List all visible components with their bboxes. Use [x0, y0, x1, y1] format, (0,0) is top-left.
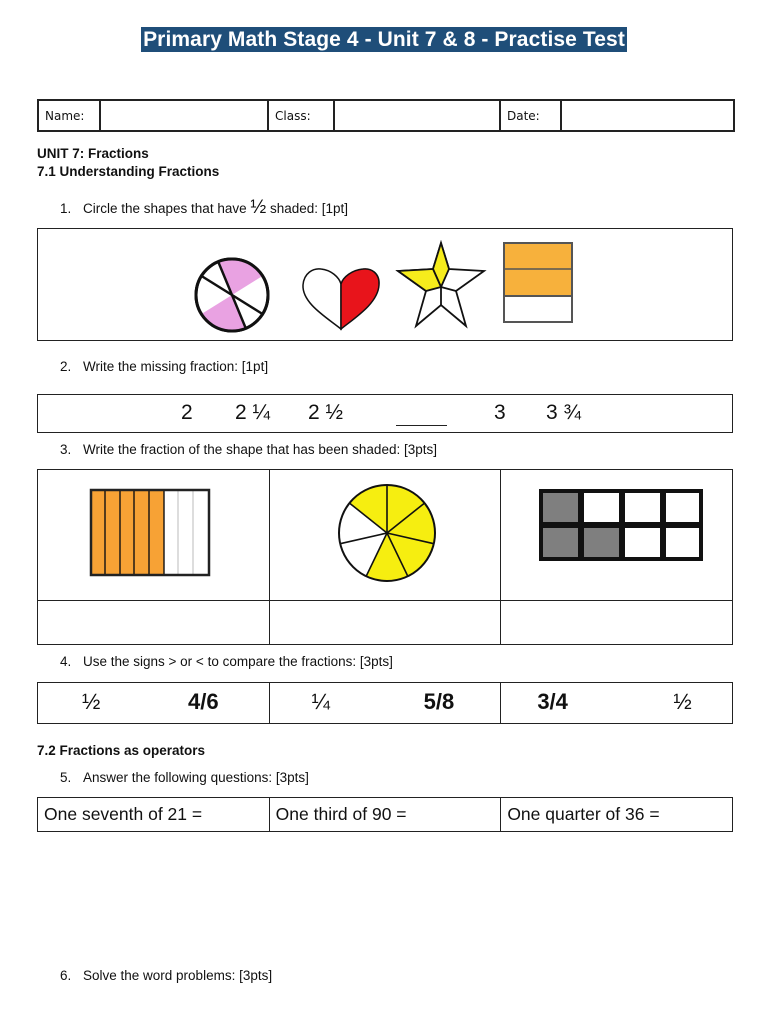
answer-cell[interactable]: [501, 600, 733, 644]
question-text: Answer the following questions: [3pts]: [83, 770, 309, 785]
heart-shape[interactable]: [303, 269, 379, 329]
fraction-right: 5/8: [423, 689, 455, 714]
question-2: [60, 359, 268, 374]
class-label: Class:: [268, 100, 334, 131]
fraction-right: 4/6: [188, 689, 219, 714]
rectangle-shape[interactable]: [504, 243, 572, 322]
question-1: [60, 197, 348, 219]
question-number: 1.: [60, 201, 72, 216]
compare-cell[interactable]: [269, 683, 501, 724]
shaded-shapes-table: [37, 469, 733, 645]
question-number: 5.: [60, 770, 72, 785]
sequence-item: 2 ½: [308, 401, 344, 424]
operator-question[interactable]: One third of 90 =: [269, 798, 501, 832]
fraction-left: ¼: [311, 689, 331, 714]
half-symbol: ½: [250, 197, 267, 218]
answer-cell[interactable]: [38, 600, 270, 644]
question-4: [60, 654, 393, 669]
bar-shape: [38, 471, 268, 599]
question-number: 3.: [60, 442, 72, 457]
circle-shape[interactable]: [196, 259, 268, 331]
operators-table: [37, 797, 733, 832]
sequence-item: 2: [181, 401, 193, 424]
shapes-answer-box: [37, 228, 733, 341]
operator-question[interactable]: One quarter of 36 =: [501, 798, 733, 832]
sequence-item: 3: [494, 401, 506, 424]
shapes-drawing: [38, 229, 732, 340]
class-field[interactable]: [334, 100, 500, 131]
missing-fraction-blank[interactable]: [396, 425, 447, 426]
question-text: Write the fraction of the shape that has been shaded: [3pts]: [83, 442, 437, 457]
name-label: Name:: [38, 100, 100, 131]
question-text: Circle the shapes that have: [83, 201, 247, 216]
name-field[interactable]: [100, 100, 268, 131]
question-text: Solve the word problems: [3pts]: [83, 968, 273, 983]
sequence-box: [37, 394, 733, 433]
page-title-wrap: [0, 28, 768, 52]
grid-shape: [501, 471, 731, 599]
sequence-item: 3 ¾: [546, 401, 582, 424]
operator-question[interactable]: One seventh of 21 =: [38, 798, 270, 832]
question-3: [60, 442, 437, 457]
compare-cell[interactable]: [38, 683, 270, 724]
unit-heading: UNIT 7: Fractions: [37, 146, 149, 161]
question-number: 2.: [60, 359, 72, 374]
section-heading-7-1: 7.1 Understanding Fractions: [37, 164, 220, 179]
question-number: 6.: [60, 968, 72, 983]
question-text: Write the missing fraction: [1pt]: [83, 359, 269, 374]
fraction-left: ½: [82, 689, 101, 714]
grid-shape-cell: [501, 470, 733, 601]
pie-shape-cell: [269, 470, 501, 601]
question-text: Use the signs > or < to compare the fractions: [3pts]: [83, 654, 393, 669]
fraction-left: 3/4: [537, 689, 568, 714]
answer-cell[interactable]: [269, 600, 501, 644]
compare-cell[interactable]: [501, 683, 733, 724]
date-field[interactable]: [561, 100, 734, 131]
compare-table: [37, 682, 733, 724]
pie-shape: [270, 471, 500, 599]
sequence-item: 2 ¼: [235, 401, 271, 424]
star-shape[interactable]: [398, 243, 484, 326]
question-number: 4.: [60, 654, 72, 669]
date-label: Date:: [500, 100, 561, 131]
question-6: [60, 968, 272, 983]
question-text: shaded: [1pt]: [270, 201, 349, 216]
section-heading-7-2: 7.2 Fractions as operators: [37, 743, 206, 758]
student-info-table: [37, 99, 735, 132]
fraction-right: ½: [673, 689, 692, 714]
bar-shape-cell: [38, 470, 270, 601]
question-5: [60, 770, 309, 785]
page-title: Primary Math Stage 4 - Unit 7 & 8 - Practise Test: [143, 28, 625, 51]
